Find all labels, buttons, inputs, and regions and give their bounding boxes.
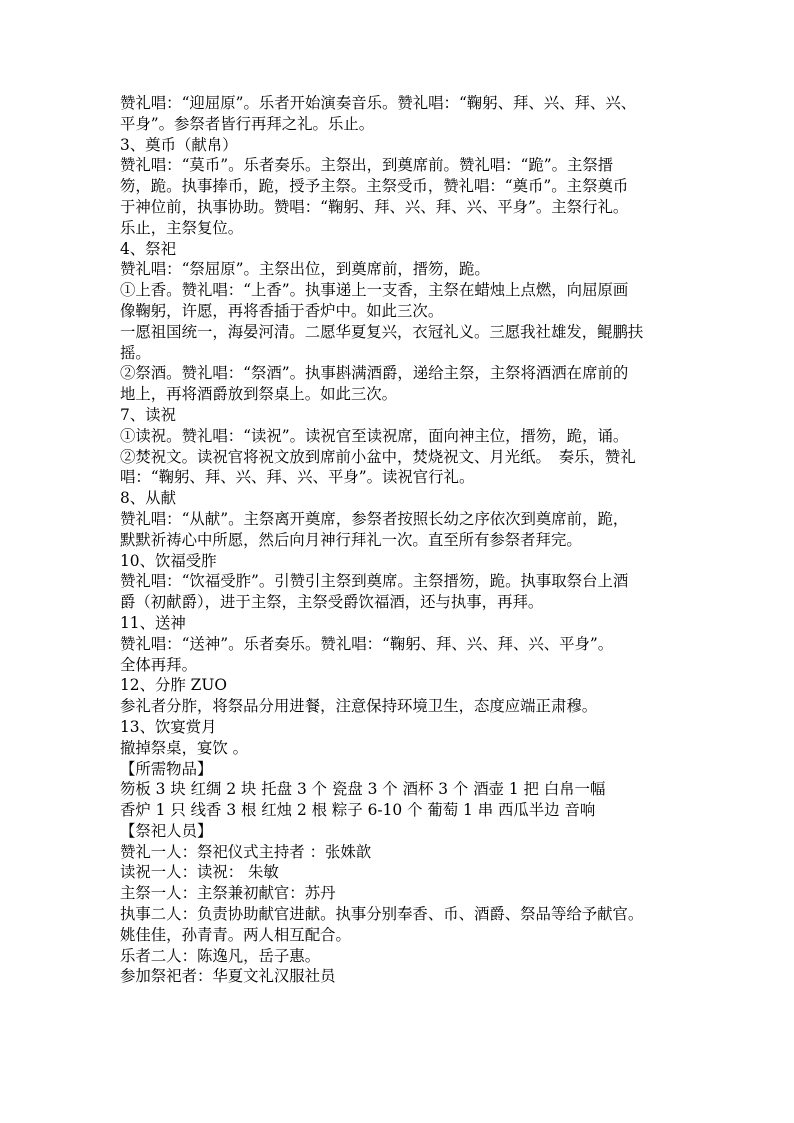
text-line: 赞礼唱：“迎屈原”。乐者开始演奏音乐。赞礼唱：“鞠躬、拜、兴、拜、兴、 (120, 94, 637, 112)
text-line: 12、分胙 ZUO (120, 676, 227, 695)
text-line: 一愿祖国统一，海晏河清。二愿华夏复兴，衣冠礼义。三愿我社雄发，鲲鹏扶 (120, 322, 644, 341)
text-line: 参加祭祀者：华夏文礼汉服社员 (120, 967, 336, 986)
text-line: 乐止，主祭复位。 (120, 218, 244, 237)
text-line: 平身”。参祭者皆行再拜之礼。乐止。 (120, 114, 375, 133)
text-line: 赞礼一人：祭祀仪式主持者 ：张姝歆 (120, 842, 372, 861)
text-line: 姚佳佳，孙青青。两人相互配合。 (120, 925, 351, 944)
document-page (120, 93, 680, 987)
text-line: 默默祈祷心中所愿，然后向月神行拜礼一次。直至所有参祭者拜完。 (120, 530, 582, 549)
text-line: 于神位前，执事协助。赞唱：“鞠躬、拜、兴、拜、兴、平身”。主祭行礼。 (120, 197, 629, 216)
text-line: 乐者二人：陈逸凡，岳子惠。 (120, 946, 321, 965)
text-line: 8、从献 (120, 489, 176, 508)
text-line: 全体再拜。 (120, 655, 197, 674)
text-line: 11、送神 (120, 613, 186, 632)
text-line: 笏，跪。执事捧币，跪，授予主祭。主祭受币，赞礼唱：“奠币”。主祭奠币 (120, 177, 629, 196)
text-line: 撤掉祭桌，宴饮 。 (120, 738, 249, 757)
text-line: 地上，再将酒爵放到祭桌上。如此三次。 (120, 385, 398, 404)
text-line: 唱：“鞠躬、拜、兴、拜、兴、平身”。读祝官行礼。 (120, 468, 475, 487)
text-line: 赞礼唱：“饮福受胙”。引赞引主祭到奠席。主祭搢笏，跪。执事取祭台上酒 (120, 572, 629, 591)
text-line: 赞礼唱：“祭屈原”。主祭出位，到奠席前，搢笏，跪。 (120, 260, 490, 279)
text-line: 香炉 1 只 线香 3 根 红烛 2 根 粽子 6-10 个 葡萄 1 串 西瓜半边 音响 (120, 801, 596, 820)
text-line: 主祭一人：主祭兼初献官：苏丹 (120, 884, 336, 903)
text-line: 3、奠币（献帛） (120, 135, 238, 154)
text-line: 赞礼唱：“莫币”。乐者奏乐。主祭出，到奠席前。赞礼唱：“跪”。主祭搢 (120, 156, 614, 175)
text-line: 赞礼唱：“从献”。主祭离开奠席，参祭者按照长幼之序依次到奠席前，跪， (120, 509, 629, 528)
text-line: 摇。 (120, 343, 151, 362)
text-line: ①上香。赞礼唱：“上香”。执事递上一支香，主祭在蜡烛上点燃，向屈原画 (120, 281, 629, 300)
text-line: ①读祝。赞礼唱：“读祝”。读祝官至读祝席，面向神主位，搢笏，跪，诵。 (120, 426, 629, 445)
text-line: 爵（初献爵），进于主祭，主祭受爵饮福酒，还与执事，再拜。 (120, 593, 544, 612)
text-line: 像鞠躬，许愿，再将香插于香炉中。如此三次。 (120, 301, 444, 320)
text-line: 【祭祀人员】 (120, 821, 213, 840)
text-line: 读祝一人：读祝： 朱敏 (120, 863, 279, 882)
text-line: 参礼者分胙，将祭品分用进餐，注意保持环境卫生，态度应端正肃穆。 (120, 697, 598, 716)
text-line: ②祭酒。赞礼唱：“祭酒”。执事斟满酒爵，递给主祭，主祭将酒洒在席前的 (120, 364, 629, 383)
text-line: 7、读祝 (120, 405, 176, 424)
text-line: 13、饮宴赏月 (120, 717, 217, 736)
text-line: 10、饮福受胙 (120, 551, 217, 570)
text-line: 4、祭祀 (120, 239, 176, 258)
text-line: 笏板 3 块 红绸 2 块 托盘 3 个 瓷盘 3 个 酒杯 3 个 酒壶 1 把 白帛一幅 (120, 780, 606, 799)
text-line: 赞礼唱：“送神”。乐者奏乐。赞礼唱：“鞠躬、拜、兴、拜、兴、平身”。 (120, 634, 614, 653)
text-line: 【所需物品】 (120, 759, 213, 778)
text-line: 执事二人：负责协助献官进献。执事分别奉香、币、酒爵、祭品等给予献官。 (120, 905, 644, 924)
text-line: ②焚祝文。读祝官将祝文放到席前小盆中，焚烧祝文、月光纸。 奏乐，赞礼 (120, 447, 636, 466)
